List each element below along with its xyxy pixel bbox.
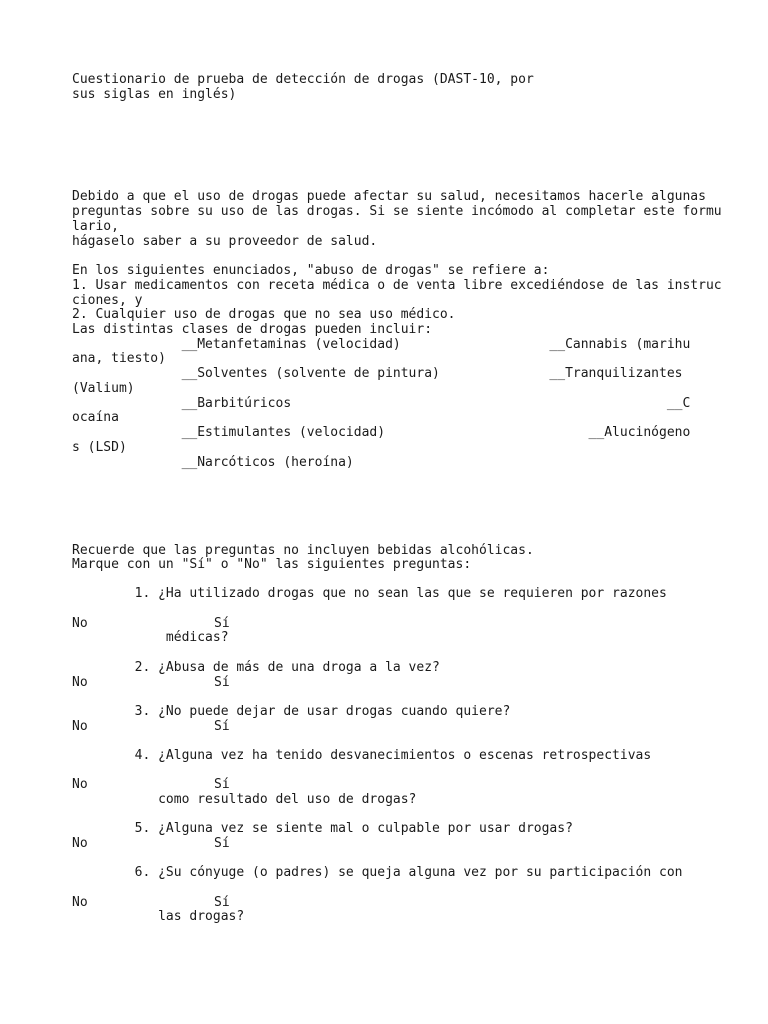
- drug-list-row-1: __Metanfetaminas (velocidad) __Cannabis (marihu: [72, 337, 691, 352]
- intro-line-3: lario,: [72, 219, 119, 234]
- question-2: 2. ¿Abusa de más de una droga a la vez?: [72, 660, 440, 675]
- question-6-continued: las drogas?: [72, 909, 245, 924]
- answer-no-q3: No: [72, 719, 88, 734]
- intro-line-4: hágaselo saber a su proveedor de salud.: [72, 234, 378, 249]
- drug-list-row-2-wrap: (Valium): [72, 381, 135, 396]
- answer-no-q5: No: [72, 836, 88, 851]
- answer-no-q1: No: [72, 616, 88, 631]
- definition-line-2: 1. Usar medicamentos con receta médica o de venta libre excediéndose de las instruc: [72, 278, 722, 293]
- answer-yes-q5: Sí: [214, 836, 230, 851]
- question-4: 4. ¿Alguna vez ha tenido desvanecimientos o escenas retrospectivas: [72, 748, 652, 763]
- document-title-line-1: Cuestionario de prueba de detección de drogas (DAST-10, por: [72, 72, 534, 87]
- answer-yes-q1: Sí: [214, 616, 230, 631]
- drug-list-row-4-wrap: s (LSD): [72, 440, 127, 455]
- answer-yes-q6: Sí: [214, 895, 230, 910]
- drug-list-row-1-wrap: ana, tiesto): [72, 351, 166, 366]
- answer-yes-q4: Sí: [214, 777, 230, 792]
- answer-no-q6: No: [72, 895, 88, 910]
- question-5: 5. ¿Alguna vez se siente mal o culpable por usar drogas?: [72, 821, 573, 836]
- drug-list-row-2: __Solventes (solvente de pintura) __Tranquilizantes: [72, 366, 683, 381]
- document-title-line-2: sus siglas en inglés): [72, 87, 237, 102]
- question-1-continued: médicas?: [72, 630, 229, 645]
- answer-no-q2: No: [72, 675, 88, 690]
- answer-yes-q3: Sí: [214, 719, 230, 734]
- drug-list-row-3: __Barbitúricos __C: [72, 396, 691, 411]
- definition-line-4: 2. Cualquier uso de drogas que no sea uso médico.: [72, 307, 456, 322]
- reminder-line-2: Marque con un "Sí" o "No" las siguientes preguntas:: [72, 557, 472, 572]
- question-1: 1. ¿Ha utilizado drogas que no sean las que se requieren por razones: [72, 586, 667, 601]
- definition-line-3: ciones, y: [72, 293, 143, 308]
- drug-list-row-5: __Narcóticos (heroína): [72, 455, 354, 470]
- reminder-line-1: Recuerde que las preguntas no incluyen bebidas alcohólicas.: [72, 543, 534, 558]
- question-4-continued: como resultado del uso de drogas?: [72, 792, 417, 807]
- definition-line-1: En los siguientes enunciados, "abuso de drogas" se refiere a:: [72, 263, 550, 278]
- intro-line-2: preguntas sobre su uso de las drogas. Si se siente incómodo al completar este formu: [72, 204, 722, 219]
- question-6: 6. ¿Su cónyuge (o padres) se queja alguna vez por su participación con: [72, 865, 683, 880]
- drug-list-row-4: __Estimulantes (velocidad) __Alucinógeno: [72, 425, 691, 440]
- question-3: 3. ¿No puede dejar de usar drogas cuando quiere?: [72, 704, 511, 719]
- drug-list-row-3-wrap: ocaína: [72, 410, 119, 425]
- answer-yes-q2: Sí: [214, 675, 230, 690]
- definition-line-5: Las distintas clases de drogas pueden incluir:: [72, 322, 433, 337]
- answer-no-q4: No: [72, 777, 88, 792]
- intro-line-1: Debido a que el uso de drogas puede afectar su salud, necesitamos hacerle algunas: [72, 189, 706, 204]
